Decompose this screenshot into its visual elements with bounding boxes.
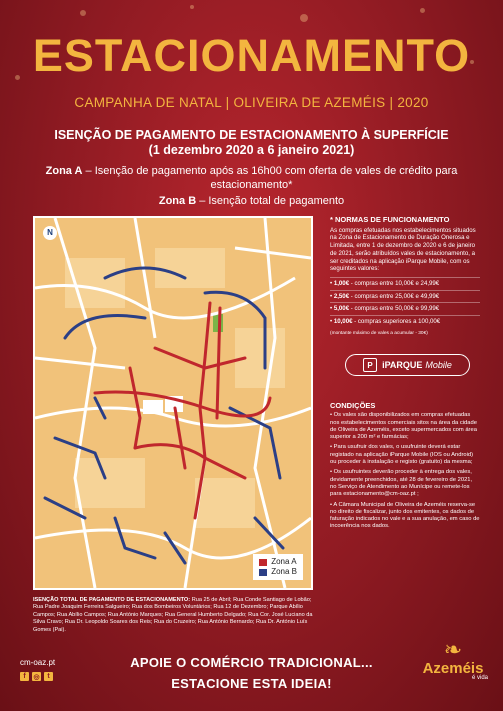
voucher-tier-text: - compras superiores a 100,00€ bbox=[352, 318, 441, 326]
conditions-heading: CONDIÇÕES bbox=[330, 401, 376, 410]
twitter-icon[interactable]: t bbox=[44, 672, 53, 681]
logo-mark-icon: ❧ bbox=[443, 637, 463, 662]
condition-item: • Para usufruir dos vales, o usufruinte deverá estar registado na aplicação iParque Mobile (IOS ou Android) ou proceder à instalação e registo (gratuito) da mesma; bbox=[330, 444, 474, 466]
exemption-streets-label: ISENÇÃO TOTAL DE PAGAMENTO DE ESTACIONAMENTO: bbox=[33, 597, 191, 603]
north-arrow-icon: N bbox=[43, 226, 57, 240]
legend-label-zone-b: Zona B bbox=[271, 567, 297, 576]
cta-line-1: APOIE O COMÉRCIO TRADICIONAL... bbox=[130, 655, 373, 670]
exemption-heading bbox=[20, 128, 483, 158]
voucher-tier-text: - compras entre 25,00€ e 49,99€ bbox=[349, 292, 440, 300]
sparkle-decoration bbox=[190, 5, 194, 9]
zone-b-text: – Isenção total de pagamento bbox=[196, 195, 345, 207]
zone-b-description bbox=[20, 194, 483, 208]
zone-b-label: Zona B bbox=[158, 195, 197, 207]
facebook-icon[interactable]: f bbox=[20, 672, 29, 681]
rules-body: As compras efetuadas nos estabelecimentos situados na Zona de Estacionamento de Duração Onerosa e Limitada, entre 1 de dezembro de 2020 e 6 de janeiro de 2021, serão atribuídos vales de estacionamento, a ser creditados na aplicação iParque Mobile, com os seguintes valores: bbox=[330, 226, 476, 273]
cta-line-2: ESTACIONE ESTA IDEIA! bbox=[171, 676, 332, 691]
condition-item: • A Câmara Municipal de Oliveira de Azeméis reserva-se no direito de fiscalizar, junto dos emitentes, os dados de faturação indicados no vale e a sua anulação, em caso de incoerência nos dados. bbox=[330, 501, 480, 530]
logo-tagline: é vida bbox=[471, 675, 488, 681]
voucher-tier-amount: 1,00€ bbox=[333, 279, 350, 287]
sparkle-decoration bbox=[420, 8, 425, 13]
parking-icon: P bbox=[363, 358, 377, 372]
exemption-streets bbox=[33, 597, 323, 634]
logo-name: Azeméis bbox=[422, 660, 484, 677]
sparkle-decoration bbox=[80, 10, 86, 16]
legend-item-zone-b bbox=[259, 567, 297, 577]
zone-a-label: Zona A bbox=[45, 165, 83, 177]
exemption-heading-line1: ISENÇÃO DE PAGAMENTO DE ESTACIONAMENTO À SUPERFÍCIE bbox=[54, 128, 449, 142]
page-title: ESTACIONAMENTO bbox=[32, 30, 471, 81]
legend-swatch-zone-b bbox=[259, 569, 267, 576]
page-subtitle: CAMPANHA DE NATAL | OLIVEIRA DE AZEMÉIS | 2020 bbox=[74, 95, 429, 110]
legend-swatch-zone-a bbox=[259, 559, 267, 566]
zone-a-text: – Isenção de pagamento após as 16h00 com oferta de vales de crédito para estacionamento* bbox=[82, 165, 458, 191]
voucher-tier: • 1,00€ - compras entre 10,00€ e 24,99€ bbox=[330, 277, 480, 290]
voucher-tier: • 10,00€ - compras superiores a 100,00€ bbox=[330, 315, 480, 328]
municipality-logo bbox=[418, 637, 488, 681]
legend-label-zone-a: Zona A bbox=[271, 557, 297, 566]
iparque-mobile-button[interactable] bbox=[345, 354, 470, 376]
rules-panel bbox=[330, 216, 480, 337]
voucher-tier-text: - compras entre 10,00€ e 24,99€ bbox=[349, 279, 440, 287]
voucher-tier-amount: 10,00€ bbox=[333, 318, 353, 326]
rules-heading: * NORMAS DE FUNCIONAMENTO bbox=[330, 215, 450, 224]
condition-item: • Os vales são disponibilizados em compras efetuadas nos estabelecimentos comerciais sitos na área da cidade de Oliveira de Azeméis, exceto supermercados com área superior a 200 m² e farmácias; bbox=[330, 412, 477, 441]
map-graphic bbox=[35, 218, 311, 588]
voucher-tier: • 2,50€ - compras entre 25,00€ e 49,99€ bbox=[330, 290, 480, 303]
sparkle-decoration bbox=[300, 14, 308, 22]
voucher-tier-text: - compras entre 50,00€ e 99,99€ bbox=[349, 305, 440, 313]
condition-item: • Os usufruintes deverão proceder à entrega dos vales, devidamente preenchidos, até 28 de fevereiro de 2021, no Serviço de Atendimento ao Munícipe ou remete-los para estacionamento@cm-oaz.pt ; bbox=[330, 469, 473, 498]
voucher-tier-amount: 5,00€ bbox=[333, 305, 350, 313]
voucher-max-note: (montante máximo de vales a acumular - 30€) bbox=[330, 330, 428, 336]
conditions-panel bbox=[330, 402, 480, 534]
map-legend bbox=[253, 554, 303, 580]
exemption-streets-text: Rua 25 de Abril; Rua Conde Santiago de Lobão; Rua Padre Joaquim Ferreira Salgueiro; Rua dos Bombeiros Voluntários; Rua 12 de Dezembro; Parque Abílio Campos; Rua Abílio Campos; Rua António Marques; Rua General Humberto Delgado; Rua Cor. José Luciano da Silva Cravo; Rua Dr. Leopoldo Soares dos Reis; Rua do Cruzeiro; Rua António Bernardo; Rua Dr. António Luís Gomes (Pai). bbox=[33, 597, 313, 633]
iparque-brand: iPARQUE bbox=[382, 360, 423, 370]
legend-item-zone-a bbox=[259, 557, 297, 567]
zone-a-description bbox=[20, 164, 483, 192]
parking-zone-map bbox=[33, 216, 313, 590]
exemption-heading-dates: (1 dezembro 2020 a 6 janeiro 2021) bbox=[148, 143, 355, 157]
website-link[interactable]: cm-oaz.pt bbox=[20, 658, 56, 667]
voucher-tier-amount: 2,50€ bbox=[333, 292, 350, 300]
iparque-suffix: Mobile bbox=[425, 360, 452, 370]
voucher-tier: • 5,00€ - compras entre 50,00€ e 99,99€ bbox=[330, 302, 480, 315]
instagram-icon[interactable]: ◎ bbox=[33, 673, 40, 681]
